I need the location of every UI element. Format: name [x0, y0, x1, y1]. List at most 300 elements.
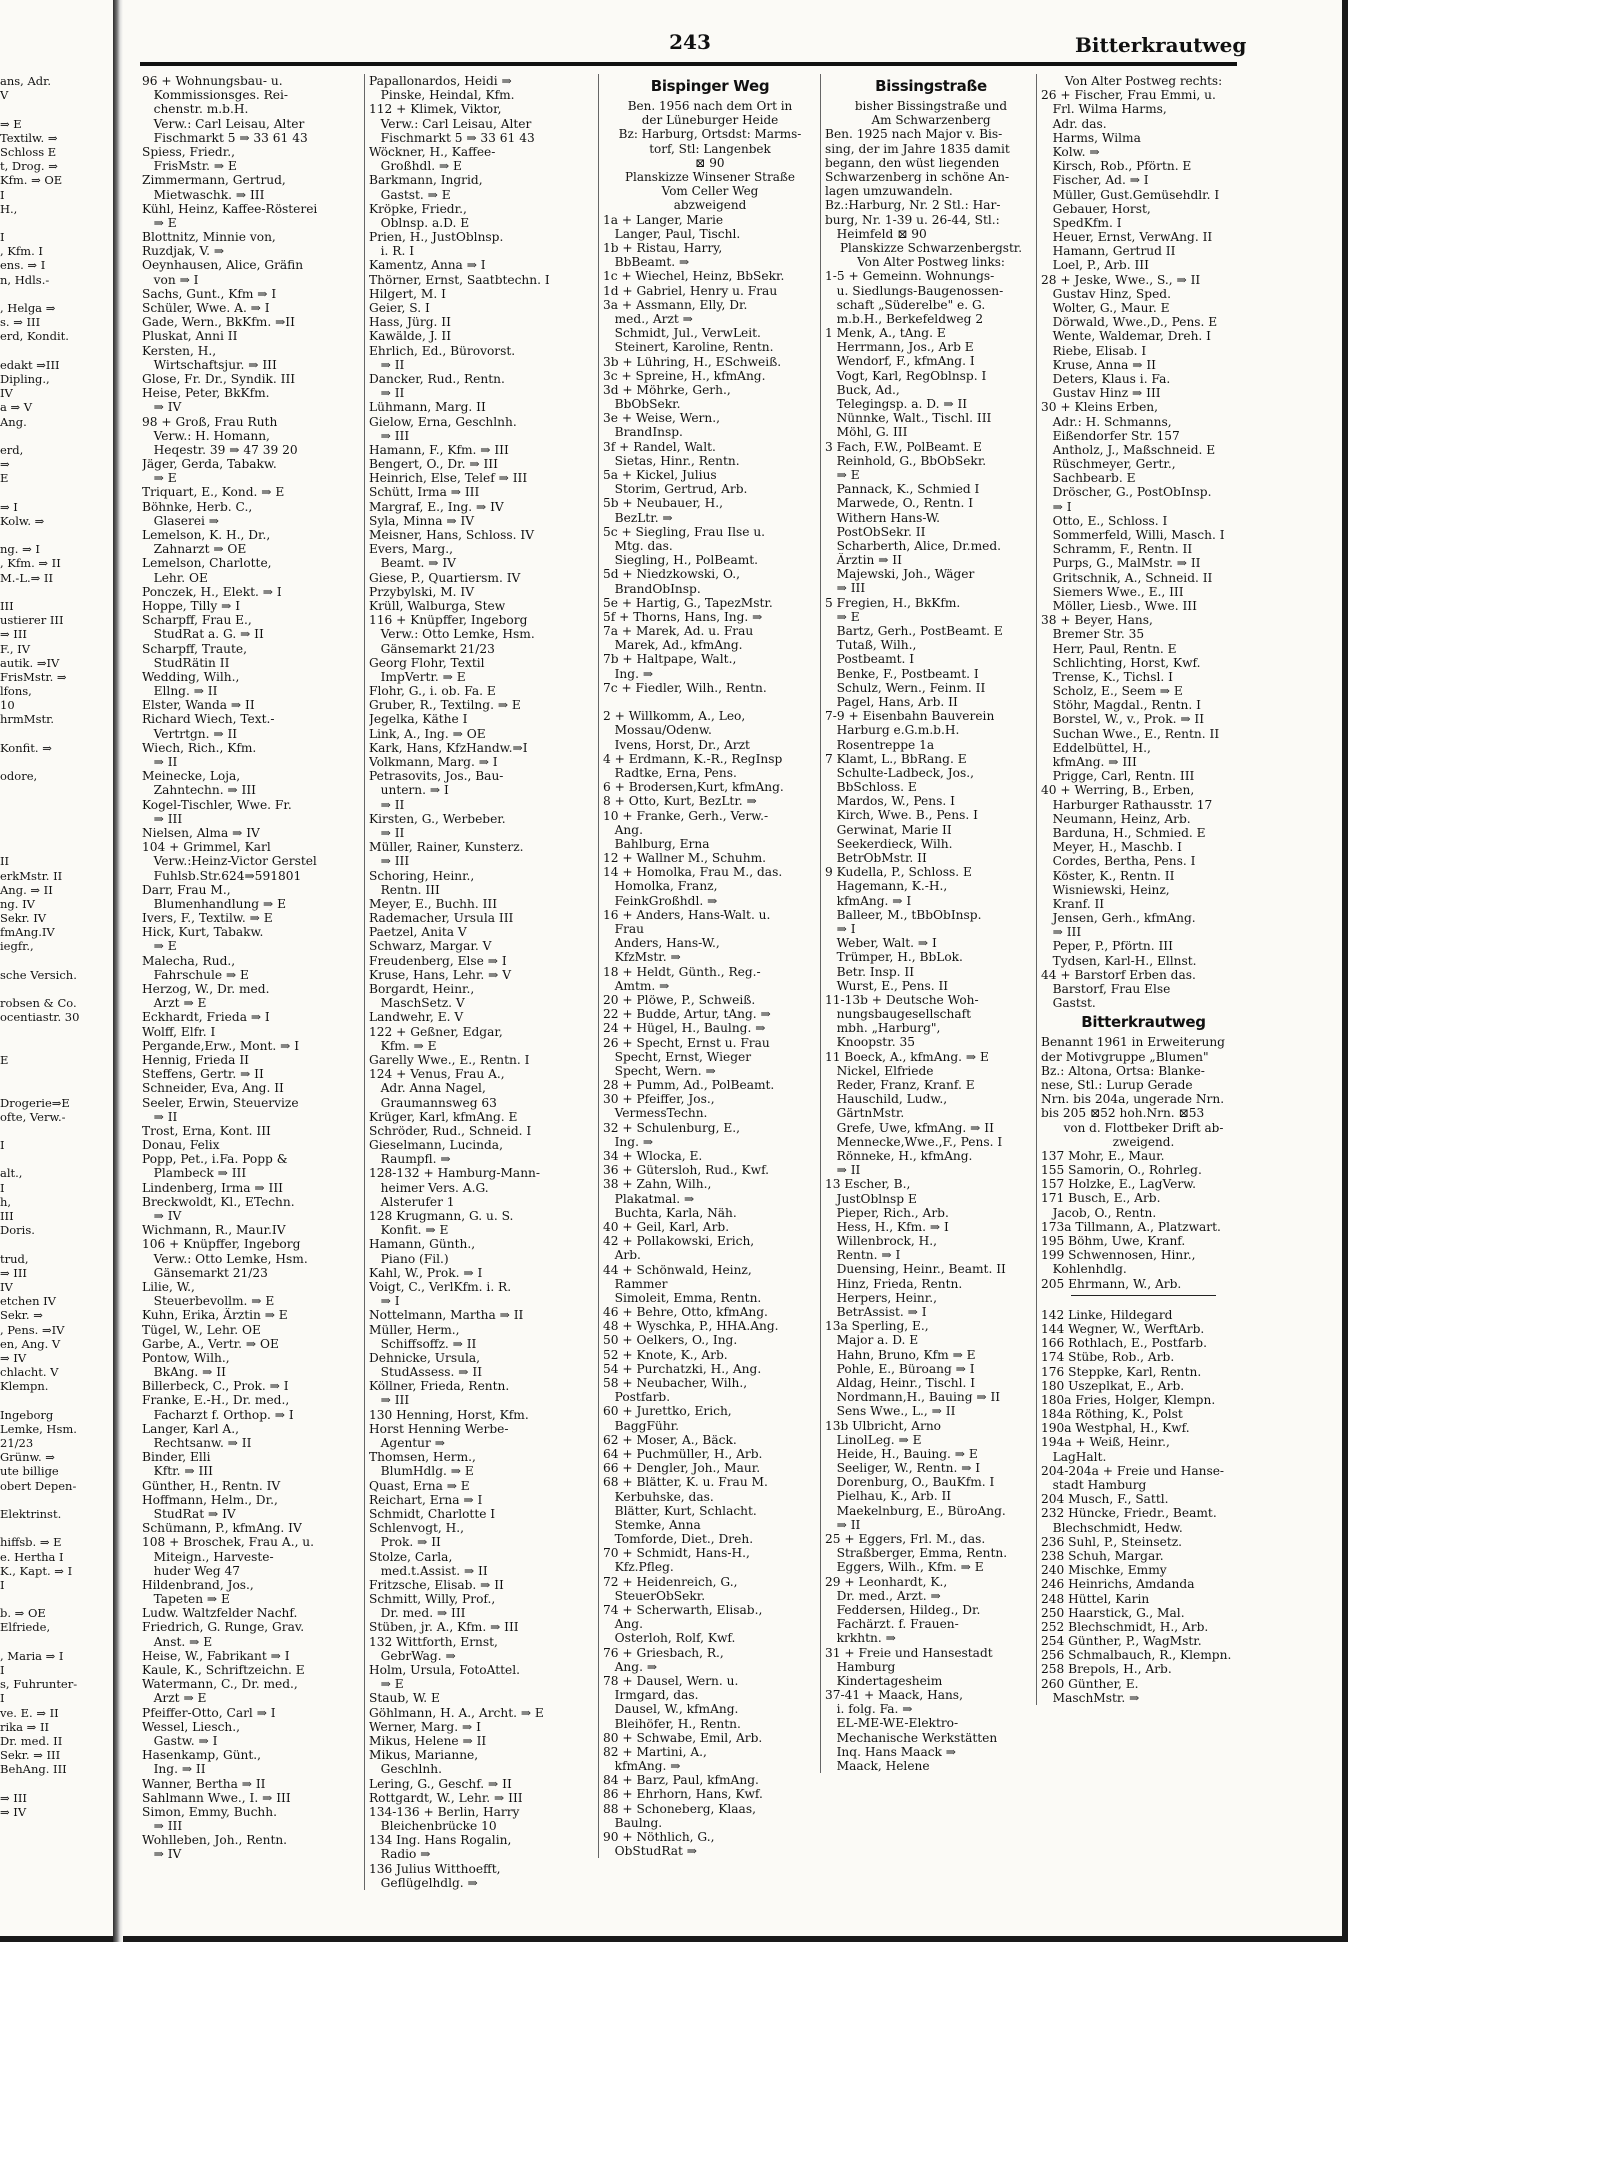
- directory-entry: 1d + Gabriel, Henry u. Frau: [603, 283, 778, 298]
- directory-entry: etchen IV: [0, 1294, 56, 1309]
- directory-entry: Plakatmal. ⇒: [603, 1191, 695, 1206]
- section-divider: [1071, 1295, 1216, 1304]
- directory-entry: , Kfm. ⇒ II: [0, 556, 61, 571]
- directory-entry: 16 + Anders, Hans-Walt. u.: [603, 907, 771, 922]
- directory-entry: 5e + Hartig, G., TapezMstr.: [603, 595, 773, 610]
- directory-entry: 7a + Marek, Ad. u. Frau: [603, 624, 754, 639]
- directory-entry: Scharpff, Traute,: [142, 641, 247, 656]
- directory-entry: 1c + Wiechel, Heinz, BbSekr.: [603, 269, 785, 284]
- directory-entry: Böhnke, Herb. C.,: [142, 499, 253, 514]
- directory-entry: I: [0, 187, 5, 202]
- directory-entry: Franke, E.-H., Dr. med.,: [142, 1393, 290, 1408]
- directory-entry: Barkmann, Ingrid,: [369, 173, 483, 188]
- directory-entry: Adr.: H. Schmanns,: [1041, 414, 1172, 429]
- directory-entry: SpedKfm. I: [1041, 215, 1122, 230]
- directory-entry: ⇒ II: [142, 1109, 178, 1124]
- directory-entry: VermessTechn.: [603, 1106, 708, 1121]
- directory-entry: Mietwaschk. ⇒ III: [142, 187, 265, 202]
- directory-entry: Riebe, Elisab. I: [1041, 343, 1147, 358]
- directory-entry: s. ⇒ III: [0, 315, 41, 330]
- directory-entry: Darr, Frau M.,: [142, 882, 231, 897]
- directory-entry: 42 + Pollakowski, Erich,: [603, 1234, 755, 1249]
- directory-entry: ⇒ IV: [142, 1209, 182, 1223]
- directory-entry: Quast, Erna ⇒ E: [369, 1478, 470, 1493]
- directory-entry: Cordes, Bertha, Pens. I: [1041, 854, 1196, 869]
- directory-entry: med.t.Assist. ⇒ II: [369, 1563, 488, 1578]
- directory-entry: 20 + Plöwe, P., Schweiß.: [603, 992, 756, 1007]
- directory-entry: [0, 1152, 112, 1166]
- directory-entry: 50 + Oelkers, O., Ing.: [603, 1333, 738, 1348]
- directory-entry: 7c + Fiedler, Wilh., Rentn.: [603, 680, 767, 695]
- directory-entry: Bremer Str. 35: [1041, 627, 1145, 642]
- directory-entry: Gruber, R., Textilng. ⇒ E: [369, 698, 521, 713]
- directory-entry: Horst Henning Werbe-: [369, 1421, 509, 1436]
- directory-entry: 82 + Martini, A.,: [603, 1744, 707, 1759]
- directory-entry: Schiffsoffz. ⇒ II: [369, 1336, 477, 1351]
- directory-entry: Marwede, O., Rentn. I: [825, 496, 974, 511]
- column-1: [142, 74, 360, 1862]
- directory-entry: Purps, G., MalMstr. ⇒ II: [1041, 556, 1201, 571]
- directory-entry: Möller, Liesb., Wwe. III: [1041, 598, 1197, 613]
- directory-entry: Wirtschaftsjur. ⇒ III: [142, 357, 277, 372]
- directory-entry: BetrAssist. ⇒ I: [825, 1305, 927, 1319]
- directory-entry: der Motivgruppe „Blumen": [1041, 1049, 1209, 1064]
- directory-entry: ObStudRat ⇒: [603, 1844, 698, 1859]
- directory-entry: BetrObMstr. II: [825, 851, 927, 865]
- directory-entry: Triquart, E., Kond. ⇒ E: [142, 485, 285, 500]
- directory-entry: Hamann, F., Kfm. ⇒ III: [369, 442, 509, 457]
- directory-entry: Dancker, Rud., Rentn.: [369, 371, 505, 386]
- directory-entry: Postbeamt. I: [825, 652, 915, 667]
- directory-entry: Ing. ⇒ II: [142, 1762, 206, 1777]
- directory-entry: Trost, Erna, Kont. III: [142, 1123, 271, 1138]
- directory-entry: Kühl, Heinz, Kaffee-Rösterei: [142, 201, 318, 216]
- directory-entry: rika ⇒ II: [0, 1719, 50, 1734]
- directory-entry: Blätter, Kurt, Schlacht.: [603, 1503, 757, 1518]
- directory-entry: Mtg. das.: [603, 538, 673, 553]
- directory-entry: Pielhau, K., Arb. II: [825, 1489, 952, 1504]
- directory-entry: burg, Nr. 1-39 u. 26-44, Stl.:: [825, 212, 1000, 227]
- directory-entry: Thomsen, Herm.,: [369, 1450, 476, 1465]
- directory-entry: Lehr. OE: [142, 570, 208, 585]
- directory-entry: Elektrinst.: [0, 1506, 62, 1521]
- directory-entry: ⇒ E: [142, 215, 177, 230]
- directory-entry: 60 + Jurettko, Erich,: [603, 1404, 732, 1419]
- directory-entry: begann, den wüst liegenden: [825, 155, 1000, 170]
- street-note: bisher Bissingstraße und: [854, 99, 1008, 113]
- directory-entry: Postfarb.: [603, 1390, 671, 1405]
- directory-entry: Schlichting, Horst, Kwf.: [1041, 655, 1201, 670]
- directory-entry: Wanner, Bertha ⇒ II: [142, 1776, 266, 1791]
- directory-entry: Alsterufer 1: [369, 1194, 455, 1209]
- directory-entry: Bleichenbrücke 10: [369, 1819, 497, 1834]
- directory-entry: Müller, Gust.Gemüsehdlr. I: [1041, 187, 1220, 202]
- directory-entry: Kolw. ⇒: [0, 513, 45, 528]
- directory-entry: Dr. med. II: [0, 1733, 63, 1748]
- directory-entry: GebrWag. ⇒: [369, 1648, 456, 1663]
- directory-entry: Binder, Elli: [142, 1450, 211, 1465]
- directory-entry: ocentiastr. 30: [0, 1010, 80, 1025]
- directory-entry: 3d + Möhrke, Gerh.,: [603, 382, 731, 397]
- directory-entry: ⇒ E: [0, 116, 22, 131]
- street-note: zweigend.: [1112, 1134, 1175, 1149]
- directory-entry: Gielow, Erna, Geschlnh.: [369, 414, 517, 429]
- directory-entry: BbBeamt. ⇒: [603, 255, 690, 270]
- directory-entry: Tügel, W., Lehr. OE: [142, 1322, 261, 1337]
- directory-entry: Jäger, Gerda, Tabakw.: [142, 457, 277, 472]
- directory-entry: Peper, P., Pförtn. III: [1041, 939, 1173, 954]
- directory-entry: 250 Haarstick, G., Mal.: [1041, 1605, 1185, 1620]
- directory-entry: 132 Wittforth, Ernst,: [369, 1634, 498, 1649]
- directory-entry: Anders, Hans-W.,: [603, 936, 720, 951]
- directory-entry: 7 Klamt, L., BbRang. E: [825, 751, 967, 766]
- directory-entry: Ingeborg: [0, 1407, 54, 1422]
- directory-entry: BlumHdlg. ⇒ E: [369, 1464, 474, 1479]
- directory-entry: Rosentreppe 1a: [825, 737, 935, 752]
- directory-entry: [0, 727, 112, 741]
- directory-entry: Willenbrock, H.,: [825, 1234, 937, 1249]
- directory-entry: 173a Tillmann, A., Platzwart.: [1041, 1219, 1221, 1234]
- directory-entry: ⇒ III: [825, 581, 866, 596]
- directory-entry: Hoffmann, Helm., Dr.,: [142, 1492, 278, 1507]
- directory-entry: 128 Krugmann, G. u. S.: [369, 1209, 514, 1223]
- directory-entry: heimer Vers. A.G.: [369, 1180, 489, 1195]
- directory-entry: Bengert, O., Dr. ⇒ III: [369, 457, 498, 472]
- street-note: abzweigend: [673, 198, 747, 213]
- directory-entry: Köllner, Frieda, Rentn.: [369, 1379, 510, 1394]
- street-heading: Bissingstraße: [875, 77, 987, 95]
- directory-entry: Heuer, Ernst, VerwAng. II: [1041, 230, 1213, 245]
- directory-entry: 26 + Specht, Ernst u. Frau: [603, 1035, 770, 1050]
- directory-entry: Steuerbevollm. ⇒ E: [142, 1294, 275, 1309]
- directory-entry: Wohlleben, Joh., Rentn.: [142, 1833, 288, 1848]
- directory-entry: Schwarzenberg in schöne An-: [825, 169, 1010, 184]
- directory-entry: hiffsb. ⇒ E: [0, 1535, 62, 1550]
- directory-entry: ⇒ I: [0, 499, 18, 514]
- directory-entry: 18 + Heldt, Günth., Reg.-: [603, 964, 761, 979]
- directory-entry: Lindenberg, Irma ⇒ III: [142, 1180, 283, 1195]
- directory-entry: Kawälde, J. II: [369, 329, 452, 344]
- directory-entry: Gade, Wern., BkKfm. ⇒II: [142, 315, 295, 330]
- directory-entry: [0, 1081, 112, 1095]
- directory-entry: Nünnke, Walt., Tischl. III: [825, 411, 992, 426]
- directory-entry: 3b + Lühring, H., ESchweiß.: [603, 354, 782, 369]
- directory-entry: Dorenburg, O., BauKfm. I: [825, 1475, 995, 1490]
- directory-entry: [0, 1635, 112, 1649]
- directory-entry: 26 + Fischer, Frau Emmi, u.: [1041, 88, 1216, 103]
- street-note: Am Schwarzenberg: [871, 113, 991, 128]
- directory-entry: Glose, Fr. Dr., Syndik. III: [142, 371, 296, 386]
- directory-entry: 3 Fach, F.W., PolBeamt. E: [825, 439, 982, 454]
- directory-entry: Sekr. ⇒: [0, 1308, 43, 1323]
- directory-entry: 3f + Randel, Walt.: [603, 439, 716, 454]
- directory-entry: huder Weg 47: [142, 1563, 240, 1578]
- directory-entry: 134 Ing. Hans Rogalin,: [369, 1833, 512, 1848]
- directory-entry: StudRat a. G. ⇒ II: [142, 627, 264, 642]
- directory-entry: Sietas, Hinr., Rentn.: [603, 453, 740, 468]
- directory-entry: ⇒ III: [369, 428, 410, 443]
- directory-entry: Wessel, Liesch.,: [142, 1719, 240, 1734]
- directory-entry: I: [0, 1663, 5, 1677]
- directory-entry: Seeliger, W., Rentn. ⇒ I: [825, 1461, 981, 1476]
- directory-entry: Agentur ⇒: [369, 1436, 445, 1450]
- directory-entry: Kaule, K., Schriftzeichn. E: [142, 1663, 305, 1677]
- directory-entry: 28 + Pumm, Ad., PolBeamt.: [603, 1078, 775, 1093]
- directory-entry: Zimmermann, Gertrud,: [142, 173, 286, 188]
- directory-entry: 34 + Wlocka, E.: [603, 1149, 703, 1163]
- directory-entry: 137 Mohr, E., Maur.: [1041, 1148, 1165, 1163]
- directory-entry: [0, 840, 112, 854]
- directory-entry: 10: [0, 698, 15, 713]
- directory-entry: 10 + Franke, Gerh., Verw.-: [603, 808, 769, 823]
- directory-entry: ⇒ IV: [0, 1804, 27, 1819]
- directory-entry: Harburg e.G.m.b.H.: [825, 723, 960, 738]
- directory-entry: [0, 1592, 112, 1606]
- directory-entry: Ellng. ⇒ II: [142, 684, 218, 699]
- street-note: Von Alter Postweg links:: [857, 255, 1005, 270]
- directory-entry: 62 + Moser, A., Bäck.: [603, 1432, 737, 1447]
- street-heading: Bitterkrautweg: [1081, 1013, 1206, 1032]
- directory-entry: Gänsemarkt 21/23: [369, 641, 495, 656]
- directory-entry: [0, 812, 112, 826]
- directory-entry: Gänsemarkt 21/23: [142, 1265, 268, 1280]
- directory-entry: Wöckner, H., Kaffee-: [369, 144, 496, 159]
- directory-entry: Straßberger, Emma, Rentn.: [825, 1546, 1008, 1561]
- directory-entry: BrandInsp.: [603, 425, 683, 440]
- directory-entry: Tydsen, Karl-H., Ellnst.: [1041, 953, 1197, 968]
- directory-entry: Adr. das.: [1041, 116, 1107, 131]
- directory-entry: Heide, H., Bauing. ⇒ E: [825, 1446, 978, 1461]
- directory-entry: Gastw. ⇒ I: [142, 1733, 218, 1748]
- directory-entry: Lemelson, K. H., Dr.,: [142, 528, 271, 542]
- directory-entry: Dörwald, Wwe.,D., Pens. E: [1041, 315, 1218, 330]
- directory-entry: 1 Menk, A., tAng. E: [825, 326, 946, 341]
- directory-entry: 5 Fregien, H., BkKfm.: [825, 595, 961, 610]
- directory-entry: LinolLeg. ⇒ E: [825, 1432, 922, 1447]
- directory-entry: Geschlnh.: [369, 1762, 442, 1777]
- directory-entry: Wolter, G., Maur. E: [1041, 301, 1170, 316]
- directory-entry: Rüschmeyer, Gertr.,: [1041, 457, 1176, 472]
- directory-entry: Wisniewski, Heinz,: [1041, 882, 1170, 897]
- directory-entry: 122 + Geßner, Edgar,: [369, 1024, 503, 1039]
- directory-entry: von ⇒ I: [142, 272, 199, 287]
- directory-entry: Schloss E: [0, 144, 57, 159]
- directory-entry: Storim, Gertrud, Arb.: [603, 482, 748, 497]
- directory-entry: Schoring, Heinr.,: [369, 868, 475, 883]
- directory-entry: stadt Hamburg: [1041, 1478, 1147, 1493]
- directory-entry: ⇒ I: [825, 921, 856, 936]
- directory-entry: 155 Samorin, O., Rohrleg.: [1041, 1163, 1202, 1178]
- directory-entry: 104 + Grimmel, Karl: [142, 840, 271, 855]
- directory-entry: [0, 1124, 112, 1138]
- directory-entry: Dehnicke, Ursula,: [369, 1350, 480, 1365]
- directory-entry: Hoppe, Tilly ⇒ I: [142, 598, 241, 613]
- directory-entry: Fritzsche, Elisab. ⇒ II: [369, 1577, 504, 1592]
- directory-entry: Benke, F., Postbeamt. I: [825, 666, 979, 681]
- directory-entry: Kirch, Wwe. B., Pens. I: [825, 808, 978, 823]
- directory-entry: 30 + Kleins Erben,: [1041, 400, 1159, 415]
- directory-entry: Przybylski, M. IV: [369, 584, 475, 599]
- column-2: [364, 74, 589, 1890]
- directory-entry: 70 + Schmidt, Hans-H.,: [603, 1546, 750, 1561]
- directory-entry: [0, 585, 112, 599]
- directory-entry: 11 Boeck, A., kfmAng. ⇒ E: [825, 1049, 989, 1064]
- directory-entry: 58 + Neubacher, Wilh.,: [603, 1376, 748, 1390]
- directory-entry: ens. ⇒ I: [0, 258, 46, 273]
- directory-entry: Dr. med., Arzt. ⇒: [825, 1588, 941, 1603]
- directory-entry: [0, 485, 112, 499]
- directory-entry: Flohr, G., i. ob. Fa. E: [369, 684, 496, 699]
- directory-entry: Mardos, W., Pens. I: [825, 794, 955, 809]
- directory-entry: Spiess, Friedr.,: [142, 144, 235, 159]
- directory-entry: I: [0, 230, 5, 245]
- directory-entry: 112 + Klimek, Viktor,: [369, 102, 502, 117]
- directory-entry: 180 Uszeplkat, E., Arb.: [1041, 1378, 1185, 1393]
- directory-entry: Dipling.,: [0, 371, 50, 386]
- directory-entry: Paetzel, Anita V: [369, 925, 467, 940]
- directory-entry: n, Hdls.-: [0, 272, 50, 287]
- directory-entry: Ang.: [0, 414, 27, 429]
- directory-entry: Sens Wwe., L., ⇒ II: [825, 1404, 956, 1419]
- directory-entry: Mennecke,Wwe.,F., Pens. I: [825, 1134, 1003, 1149]
- directory-entry: Bahlburg, Erna: [603, 836, 710, 851]
- directory-entry: Kruse, Hans, Lehr. ⇒ V: [369, 967, 512, 982]
- directory-entry: Malecha, Rud.,: [142, 953, 236, 968]
- directory-entry: Lilie, W.,: [142, 1279, 195, 1294]
- directory-entry: Hinz, Frieda, Rentn.: [825, 1276, 963, 1291]
- directory-entry: Pieper, Rich., Arb.: [825, 1205, 949, 1220]
- directory-entry: 204 Musch, F., Sattl.: [1041, 1492, 1169, 1507]
- directory-entry: Breckwoldt, Kl., ETechn.: [142, 1194, 295, 1209]
- directory-entry: Kogel-Tischler, Wwe. Fr.: [142, 797, 292, 812]
- directory-entry: 4 + Erdmann, K.-R., RegInsp: [603, 751, 783, 766]
- directory-entry: Prok. ⇒ II: [369, 1535, 441, 1550]
- directory-entry: Ivens, Horst, Dr., Arzt: [603, 737, 750, 752]
- directory-entry: 5d + Niedzkowski, O.,: [603, 567, 740, 582]
- directory-entry: Krüger, Karl, kfmAng. E: [369, 1109, 518, 1124]
- directory-entry: Rammer: [603, 1276, 668, 1291]
- directory-entry: ⇒ E: [369, 1677, 404, 1692]
- directory-entry: Göhlmann, H. A., Archt. ⇒ E: [369, 1705, 544, 1720]
- directory-entry: [0, 287, 112, 301]
- directory-entry: Wendorf, F., kfmAng. I: [825, 354, 975, 369]
- directory-entry: Kuhn, Erika, Ärztin ⇒ E: [142, 1308, 288, 1323]
- directory-entry: 5c + Siegling, Frau Ilse u.: [603, 524, 766, 539]
- directory-entry: 80 + Schwabe, Emil, Arb.: [603, 1730, 763, 1745]
- directory-entry: 68 + Blätter, K. u. Frau M.: [603, 1475, 768, 1490]
- directory-entry: I: [0, 1577, 5, 1592]
- directory-entry: Aldag, Heinr., Tischl. I: [825, 1375, 976, 1390]
- directory-entry: 84 + Barz, Paul, kfmAng.: [603, 1773, 759, 1788]
- directory-entry: 6 + Brodersen,Kurt, kfmAng.: [603, 780, 784, 795]
- directory-entry: , Helga ⇒: [0, 301, 56, 315]
- directory-entry: 88 + Schoneberg, Klaas,: [603, 1801, 756, 1816]
- directory-entry: t, Drog. ⇒: [0, 159, 58, 174]
- directory-entry: MaschMstr. ⇒: [1041, 1690, 1140, 1705]
- directory-entry: Graumannsweg 63: [369, 1095, 497, 1110]
- directory-entry: ⇒ I: [1041, 499, 1072, 514]
- directory-entry: [0, 1039, 112, 1053]
- header-rule: [140, 62, 1237, 66]
- directory-entry: Tomforde, Diet., Dreh.: [603, 1532, 754, 1547]
- directory-entry: Dr. med. ⇒ III: [369, 1606, 466, 1621]
- directory-entry: Ben. 1925 nach Major v. Bis-: [825, 127, 1003, 142]
- directory-entry: [0, 216, 112, 230]
- directory-entry: Georg Flohr, Textil: [369, 655, 485, 670]
- directory-entry: Bz.: Altona, Ortsa: Blanke-: [1041, 1063, 1205, 1078]
- directory-entry: Benannt 1961 in Erweiterung: [1041, 1035, 1225, 1050]
- directory-entry: Rentn. ⇒ I: [825, 1248, 901, 1263]
- directory-entry: I: [0, 1138, 5, 1153]
- directory-entry: Zahnarzt ⇒ OE: [142, 542, 247, 557]
- directory-entry: Wichmann, R., Maur.IV: [142, 1223, 286, 1238]
- directory-entry: , Maria ⇒ I: [0, 1648, 64, 1663]
- directory-entry: BkAng. ⇒ II: [142, 1365, 226, 1380]
- directory-entry: Donau, Felix: [142, 1138, 220, 1153]
- street-note: Planskizze Schwarzenbergstr.: [839, 240, 1023, 255]
- directory-entry: Scharberth, Alice, Dr.med.: [825, 538, 1002, 553]
- directory-entry: 44 + Barstorf Erben das.: [1041, 967, 1196, 982]
- directory-entry: Sachbearb. E: [1041, 471, 1136, 486]
- directory-entry: [0, 982, 112, 996]
- directory-entry: LagHalt.: [1041, 1449, 1107, 1464]
- directory-entry: Doris.: [0, 1223, 35, 1238]
- directory-entry: 8 + Otto, Kurt, BezLtr. ⇒: [603, 794, 757, 809]
- street-note: Von Alter Postweg rechts:: [1064, 74, 1223, 88]
- directory-entry: 40 + Geil, Karl, Arb.: [603, 1219, 730, 1234]
- directory-entry: med., Arzt ⇒: [603, 311, 693, 326]
- directory-entry: 1-5 + Gemeinn. Wohnungs-: [825, 269, 995, 284]
- directory-entry: BbObSekr.: [603, 397, 681, 412]
- directory-entry: Frl. Wilma Harms,: [1041, 102, 1167, 117]
- directory-entry: 142 Linke, Hildegard: [1041, 1307, 1173, 1322]
- directory-entry: ⇒ E: [825, 609, 860, 624]
- directory-entry: Marek, Ad., kfmAng.: [603, 638, 743, 653]
- directory-entry: Herrmann, Jos., Arb E: [825, 340, 974, 355]
- directory-entry: 28 + Jeske, Wwe., S., ⇒ II: [1041, 272, 1201, 287]
- column-fragment-previous-page: [0, 74, 112, 1819]
- directory-entry: trud,: [0, 1251, 29, 1266]
- directory-entry: Nordmann,H., Bauing ⇒ II: [825, 1390, 1001, 1405]
- directory-entry: Gastst.: [1041, 996, 1096, 1011]
- directory-entry: Betr. Insp. II: [825, 964, 915, 979]
- directory-entry: Arzt ⇒ E: [142, 1691, 207, 1706]
- directory-entry: Gastst. ⇒ E: [369, 187, 451, 202]
- directory-entry: Steinert, Karoline, Rentn.: [603, 340, 774, 355]
- directory-entry: 258 Brepols, H., Arb.: [1041, 1662, 1172, 1677]
- directory-entry: Hess, H., Kfm. ⇒ I: [825, 1219, 949, 1234]
- directory-entry: Lering, G., Geschf. ⇒ II: [369, 1776, 512, 1791]
- directory-entry: 106 + Knüpffer, Ingeborg: [142, 1237, 301, 1252]
- directory-entry: JustOblnsp E: [825, 1191, 917, 1206]
- directory-entry: Fahrschule ⇒ E: [142, 967, 249, 982]
- directory-entry: 246 Heinrichs, Amdanda: [1041, 1577, 1195, 1592]
- directory-entry: Gustav Hinz, Sped.: [1041, 286, 1171, 301]
- directory-entry: II: [0, 854, 10, 869]
- directory-entry: Jacob, O., Rentn.: [1041, 1205, 1157, 1220]
- directory-entry: ⇒ IV: [0, 1350, 27, 1365]
- directory-entry: ng. ⇒ I: [0, 542, 40, 557]
- directory-entry: Mikus, Helene ⇒ II: [369, 1733, 487, 1748]
- column-5-bitterkrautweg: [1036, 74, 1246, 1705]
- directory-entry: ⇒ III: [0, 1790, 27, 1805]
- directory-entry: Prien, H., JustOblnsp.: [369, 230, 504, 245]
- directory-entry: Hahn, Bruno, Kfm ⇒ E: [825, 1347, 976, 1362]
- directory-entry: autik. ⇒IV: [0, 655, 60, 670]
- directory-entry: 144 Wegner, W., WerftArb.: [1041, 1321, 1205, 1336]
- directory-entry: ⇒ IV: [142, 400, 182, 415]
- directory-entry: ustierer III: [0, 613, 64, 628]
